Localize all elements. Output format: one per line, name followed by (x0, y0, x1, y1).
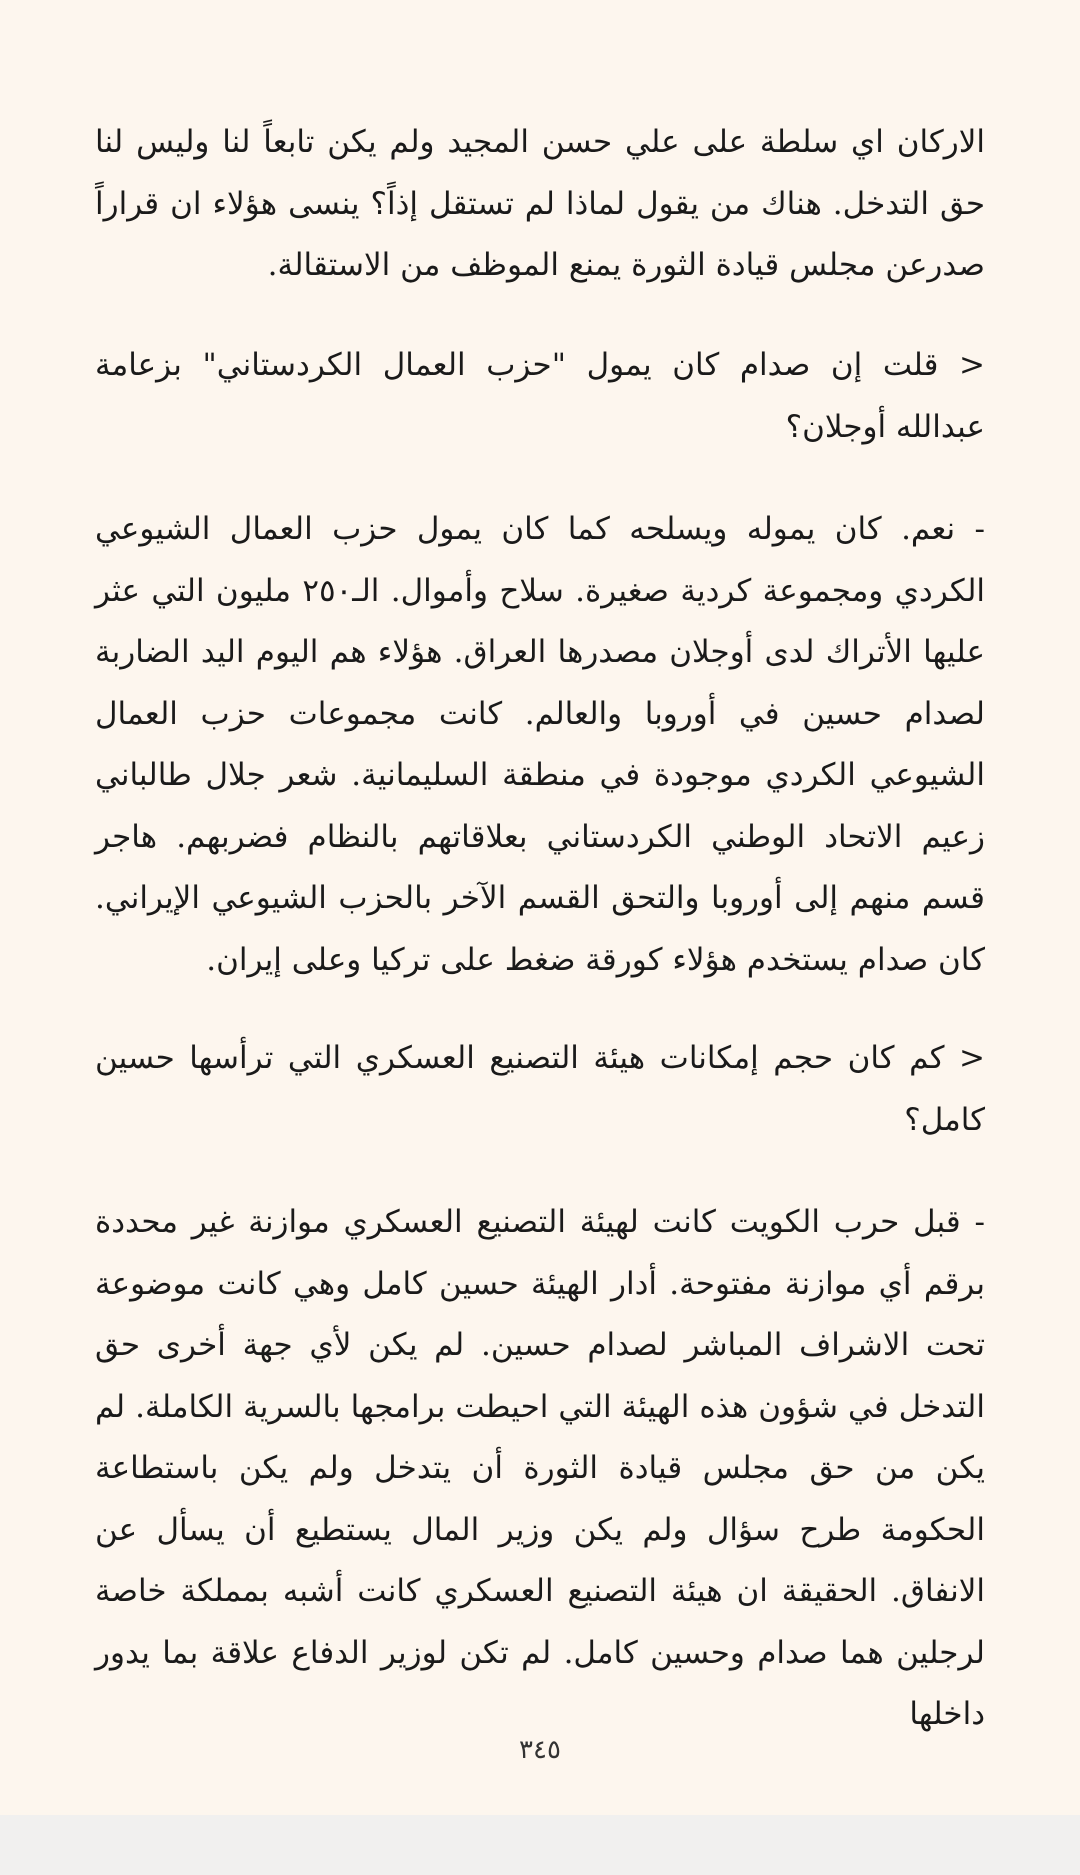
paragraph-answer-military-industry (95, 1192, 985, 1746)
paragraph-answer-continued (95, 112, 985, 297)
bottom-bar (0, 1815, 1080, 1875)
page-number: ٣٤٥ (519, 1735, 561, 1765)
paragraph-question-military-industry (95, 1028, 985, 1151)
paragraph-text: الاركان اي سلطة على علي حسن المجيد ولم يكن تابعاً لنا وليس لنا حق التدخل. هناك من يقول لماذا لم تستقل إذاً؟ ينسى هؤلاء ان قراراً صدرعن مجلس قيادة الثورة يمنع الموظف من الاستقالة. (95, 124, 985, 283)
paragraph-answer-pkk (95, 499, 985, 991)
paragraph-text: < قلت إن صدام كان يمول "حزب العمال الكردستاني" بزعامة عبدالله أوجلان؟ (95, 347, 985, 445)
paragraph-question-pkk (95, 335, 985, 458)
paragraph-text: - نعم. كان يموله ويسلحه كما كان يمول حزب العمال الشيوعي الكردي ومجموعة كردية صغيرة. سلاح وأموال. الـ٢٥٠ مليون التي عثر عليها الأتراك لدى أوجلان مصدرها العراق. هؤلاء هم اليوم اليد الضاربة لصدام حسين في أوروبا والعالم. كانت مجموعات حزب العمال الشيوعي الكردي موجودة في منطقة السليمانية. شعر جلال طالباني زعيم الاتحاد الوطني الكردستاني بعلاقاتهم بالنظام فضربهم. هاجر قسم منهم إلى أوروبا والتحق القسم الآخر بالحزب الشيوعي الإيراني. كان صدام يستخدم هؤلاء كورقة ضغط على تركيا وعلى إيران. (95, 511, 985, 978)
paragraph-text: < كم كان حجم إمكانات هيئة التصنيع العسكري التي ترأسها حسين كامل؟ (95, 1040, 985, 1138)
paragraph-text: - قبل حرب الكويت كانت لهيئة التصنيع العسكري موازنة غير محددة برقم أي موازنة مفتوحة. أدار الهيئة حسين كامل وهي كانت موضوعة تحت الاشراف المباشر لصدام حسين. لم يكن لأي جهة أخرى حق التدخل في شؤون هذه الهيئة التي احيطت برامجها بالسرية الكاملة. لم يكن من حق مجلس قيادة الثورة أن يتدخل ولم يكن باستطاعة الحكومة طرح سؤال ولم يكن وزير المال يستطيع أن يسأل عن الانفاق. الحقيقة ان هيئة التصنيع العسكري كانت أشبه بمملكة خاصة لرجلين هما صدام وحسين كامل. لم تكن لوزير الدفاع علاقة بما يدور داخلها (95, 1204, 986, 1732)
